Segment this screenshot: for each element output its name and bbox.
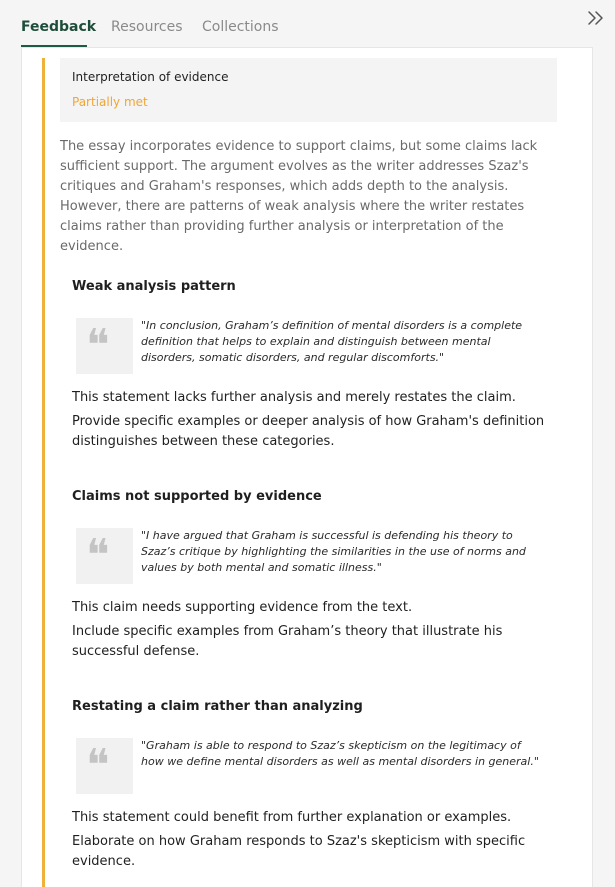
section-title: Weak analysis pattern [72,279,236,294]
feedback-panel [21,47,593,887]
quote-icon: ❝ [76,738,133,794]
quote-icon: ❝ [76,528,133,584]
section-suggestion: Elaborate on how Graham responds to Szaz's skepticism with specific evidence. [72,834,526,869]
quote-block [72,528,552,584]
tab-feedback[interactable]: Feedback [21,19,97,35]
feedback-section [72,697,552,872]
section-title: Restating a claim rather than analyzing [72,699,363,714]
quote-block [72,738,552,794]
collapse-panel-button[interactable] [586,8,606,28]
quote-icon: ❝ [76,318,133,374]
feedback-section [72,487,552,662]
quote-text: "In conclusion, Graham’s definition of mental disorders is a complete definition that helps to explain and distinguish between mental disorders, somatic disorders, and regular discomforts." [141,319,523,364]
criterion-header [60,58,557,122]
tab-collections[interactable]: Collections [202,19,279,35]
double-chevron-right-icon [586,8,606,28]
criterion-summary: The essay incorporates evidence to support claims, but some claims lack sufficient support. The argument evolves as the writer addresses Szaz's critiques and Graham's responses, which adds depth to the analysis. However, there are patterns of weak analysis where the writer restates claims rather than providing further analysis or interpretation of the evidence. [60,139,538,254]
section-title: Claims not supported by evidence [72,489,322,504]
section-suggestion: Provide specific examples or deeper analysis of how Graham's definition distinguishes between these categories. [72,414,545,449]
tab-bar [0,0,615,48]
tab-resources[interactable]: Resources [111,19,183,35]
quote-text: "I have argued that Graham is successful is defending his theory to Szaz’s critique by highlighting the similarities in the use of norms and values by both mental and somatic illness." [141,529,526,574]
feedback-section [72,277,552,452]
section-comment: This statement lacks further analysis and merely restates the claim. [72,390,516,405]
criterion-status: Partially met [72,95,148,109]
criterion-accent-bar [42,58,45,887]
section-comment: This claim needs supporting evidence from the text. [72,600,413,615]
section-suggestion: Include specific examples from Graham’s theory that illustrate his successful defense. [72,624,503,659]
criterion-title: Interpretation of evidence [72,70,229,84]
section-comment: This statement could benefit from further explanation or examples. [72,810,512,825]
quote-block [72,318,552,374]
quote-text: "Graham is able to respond to Szaz’s skepticism on the legitimacy of how we define mental disorders as well as mental disorders in general." [141,739,539,768]
